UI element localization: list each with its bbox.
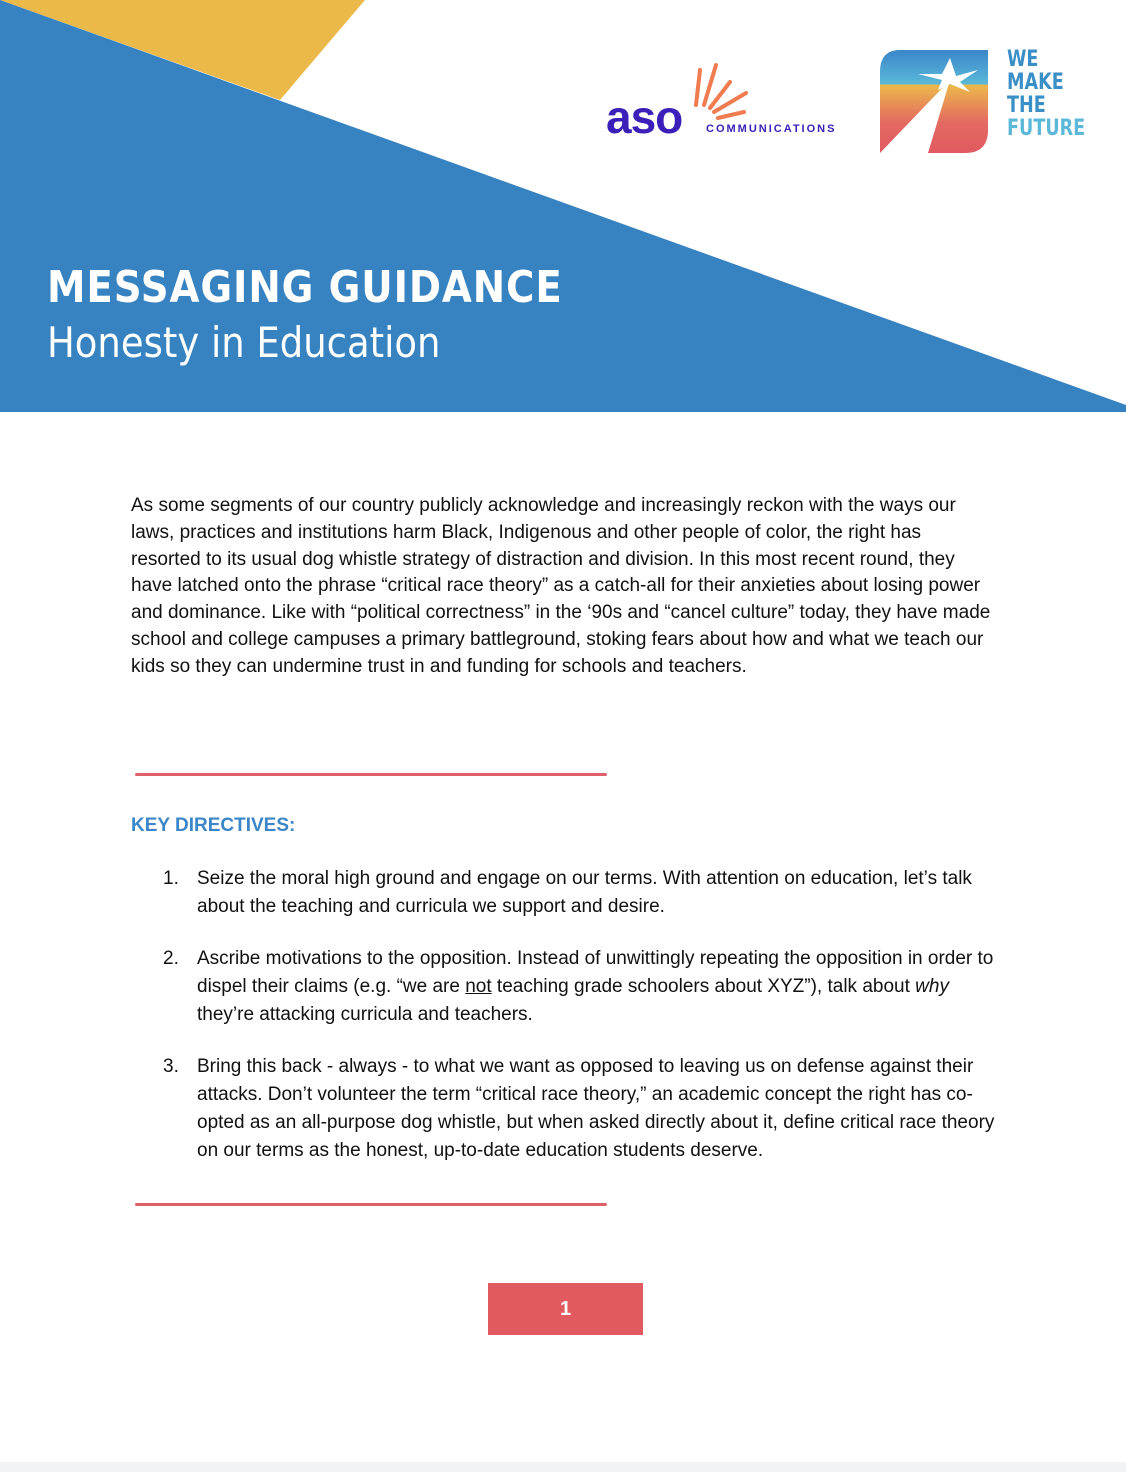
list-text: Bring this back - always - to what we want as opposed to leaving us on defense against their attacks. Don’t volunteer the term “critical race theory,” an academic concept the right has co-opted as an all-purpose dog whistle, but when asked directly about it, define critical race theory on our terms as the honest, up-to-date education students deserve. bbox=[197, 1056, 995, 1161]
list-number: 2. bbox=[163, 948, 179, 969]
list-number: 1. bbox=[163, 868, 179, 889]
aso-wordmark: aso bbox=[606, 91, 683, 143]
aso-tagline: COMMUNICATIONS bbox=[706, 123, 837, 135]
list-text: teaching grade schoolers about XYZ”), talk about bbox=[491, 976, 916, 997]
wordmark-line: FUTURE bbox=[1007, 116, 1086, 141]
page-number: 1 bbox=[488, 1283, 643, 1335]
italic-text: why bbox=[915, 976, 949, 997]
list-item bbox=[163, 1053, 998, 1165]
page-bottom-edge bbox=[0, 1462, 1126, 1472]
divider-top bbox=[135, 773, 607, 776]
wordmark-line: MAKE bbox=[1007, 70, 1064, 95]
divider-bottom bbox=[135, 1203, 607, 1206]
underlined-text: not bbox=[465, 976, 492, 997]
list-text: Ascribe motivations to the opposition. Instead of unwittingly repeating the opposition in order to dispel their claims (e.g. “we are bbox=[197, 948, 994, 997]
sunburst-icon bbox=[686, 60, 756, 130]
page-subtitle: Honesty in Education bbox=[47, 318, 441, 367]
list-text: Seize the moral high ground and engage on our terms. With attention on education, let’s talk about the teaching and curricula we support and desire. bbox=[197, 868, 972, 917]
key-directives-heading: KEY DIRECTIVES: bbox=[131, 815, 296, 836]
list-item bbox=[163, 865, 998, 921]
wordmark-line: THE bbox=[1007, 93, 1046, 118]
we-make-the-future-wordmark bbox=[1007, 48, 1085, 140]
list-item bbox=[163, 945, 998, 1029]
list-text: they’re attacking curricula and teachers. bbox=[197, 1004, 533, 1025]
wordmark-line: WE bbox=[1007, 47, 1039, 72]
aso-communications-logo bbox=[606, 60, 846, 143]
intro-paragraph: As some segments of our country publicly acknowledge and increasingly reckon with the ways our laws, practices and institutions harm Black, Indigenous and other people of color, the right has resorted to its usual dog whistle strategy of distraction and division. In this most recent round, they have latched onto the phrase “critical race theory” as a catch-all for their anxieties about losing power and dominance. Like with “political correctness” in the ‘90s and “cancel culture” today, they have made school and college campuses a primary battleground, stoking fears about how and what we teach our kids so they can undermine trust in and funding for schools and teachers. bbox=[131, 495, 991, 677]
we-make-the-future-logo-mark bbox=[880, 50, 988, 153]
page-title: MESSAGING GUIDANCE bbox=[47, 262, 563, 313]
directives-list bbox=[163, 865, 998, 1189]
list-number: 3. bbox=[163, 1056, 179, 1077]
